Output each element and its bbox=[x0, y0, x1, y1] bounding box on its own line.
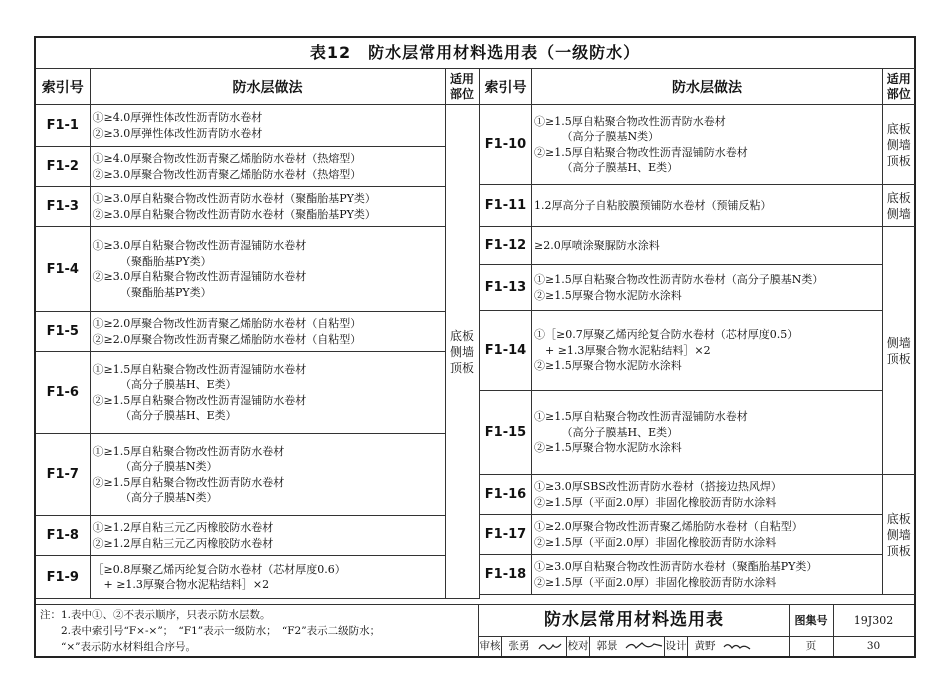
row-method: ①≥2.0厚聚合物改性沥青聚乙烯胎防水卷材（自粘型） ②≥1.5厚（平面2.0厚）非固化橡胶沥青防水涂料 bbox=[532, 515, 883, 555]
title-block bbox=[479, 604, 914, 657]
atlas-label: 图集号 bbox=[789, 605, 834, 637]
table-title: 表12 防水层常用材料选用表（一级防水） bbox=[36, 38, 914, 69]
row-index: F1-9 bbox=[36, 556, 90, 599]
table-row bbox=[36, 556, 479, 599]
reviewer-name: 张勇 bbox=[508, 640, 530, 652]
row-index: F1-17 bbox=[480, 515, 532, 555]
table-row bbox=[480, 311, 915, 391]
row-method: ①［≥0.7厚聚乙烯丙纶复合防水卷材（芯材厚度0.5） + ≥1.3厚聚合物水泥粘结料］×2 ②≥1.5厚聚合物水泥防水涂料 bbox=[532, 311, 883, 391]
table-row bbox=[480, 185, 915, 227]
row-method: ①≥1.2厚自粘三元乙丙橡胶防水卷材 ②≥1.2厚自粘三元乙丙橡胶防水卷材 bbox=[90, 516, 445, 556]
review-label: 审核 bbox=[479, 636, 502, 656]
table-row bbox=[36, 187, 479, 227]
left-table bbox=[36, 68, 480, 599]
row-index: F1-4 bbox=[36, 227, 90, 312]
row-index: F1-6 bbox=[36, 352, 90, 434]
table-row bbox=[36, 227, 479, 312]
table-row bbox=[36, 434, 479, 516]
drawing-sheet bbox=[34, 36, 916, 658]
row-method: ①≥4.0厚聚合物改性沥青聚乙烯胎防水卷材（热熔型） ②≥3.0厚聚合物改性沥青聚乙烯胎防水卷材（热熔型） bbox=[90, 147, 445, 187]
header-location: 适用 部位 bbox=[883, 69, 915, 105]
table-row bbox=[480, 391, 915, 475]
row-location: 底板 侧墙 顶板 bbox=[883, 475, 915, 595]
row-index: F1-11 bbox=[480, 185, 532, 227]
table-row bbox=[36, 312, 479, 352]
signature-row bbox=[479, 636, 790, 656]
page-number: 30 bbox=[866, 640, 881, 652]
row-index: F1-1 bbox=[36, 105, 90, 147]
row-location: 底板 侧墙 顶板 bbox=[445, 105, 479, 599]
row-index: F1-3 bbox=[36, 187, 90, 227]
table-row bbox=[36, 147, 479, 187]
row-method: ①≥1.5厚自粘聚合物改性沥青湿铺防水卷材 （高分子膜基H、E类） ②≥1.5厚自粘聚合物改性沥青湿铺防水卷材 （高分子膜基H、E类） bbox=[90, 352, 445, 434]
header-method: 防水层做法 bbox=[90, 69, 445, 105]
row-method: ①≥3.0厚自粘聚合物改性沥青防水卷材（聚酯胎基PY类） ②≥3.0厚自粘聚合物改性沥青防水卷材（聚酯胎基PY类） bbox=[90, 187, 445, 227]
page-label: 页 bbox=[789, 636, 834, 656]
row-method: ①≥1.5厚自粘聚合物改性沥青防水卷材 （高分子膜基N类） ②≥1.5厚自粘聚合物改性沥青湿铺防水卷材 （高分子膜基H、E类） bbox=[532, 105, 883, 185]
row-index: F1-7 bbox=[36, 434, 90, 516]
row-index: F1-15 bbox=[480, 391, 532, 475]
row-method: ①≥3.0厚自粘聚合物改性沥青防水卷材（聚酯胎基PY类） ②≥1.5厚（平面2.0厚）非固化橡胶沥青防水涂料 bbox=[532, 555, 883, 595]
table-row bbox=[480, 265, 915, 311]
right-table bbox=[479, 68, 915, 595]
row-method: ≥2.0厚喷涂聚脲防水涂料 bbox=[532, 227, 883, 265]
atlas-number: 19J302 bbox=[833, 605, 914, 637]
design-label: 设计 bbox=[664, 636, 688, 656]
row-index: F1-16 bbox=[480, 475, 532, 515]
row-method: ［≥0.8厚聚乙烯丙纶复合防水卷材（芯材厚度0.6） + ≥1.3厚聚合物水泥粘结料］×2 bbox=[90, 556, 445, 599]
designer-signature-icon bbox=[722, 640, 752, 652]
table-row bbox=[36, 352, 479, 434]
table-row bbox=[36, 516, 479, 556]
row-method: 1.2厚高分子自粘胶膜预铺防水卷材（预铺反粘） bbox=[532, 185, 883, 227]
row-location: 底板 侧墙 顶板 bbox=[883, 105, 915, 185]
row-index: F1-13 bbox=[480, 265, 532, 311]
check-label: 校对 bbox=[566, 636, 590, 656]
row-index: F1-12 bbox=[480, 227, 532, 265]
row-method: ①≥3.0厚SBS改性沥青防水卷材（搭接边热风焊） ②≥1.5厚（平面2.0厚）非固化橡胶沥青防水涂料 bbox=[532, 475, 883, 515]
header-index: 索引号 bbox=[36, 69, 90, 105]
row-method: ①≥3.0厚自粘聚合物改性沥青湿铺防水卷材 （聚酯胎基PY类） ②≥3.0厚自粘聚合物改性沥青湿铺防水卷材 （聚酯胎基PY类） bbox=[90, 227, 445, 312]
header-index: 索引号 bbox=[480, 69, 532, 105]
designer-name: 黄野 bbox=[694, 640, 716, 652]
table-row bbox=[480, 105, 915, 185]
checker-signature-icon bbox=[624, 640, 664, 652]
table-row bbox=[480, 515, 915, 555]
row-method: ①≥1.5厚自粘聚合物改性沥青防水卷材（高分子膜基N类） ②≥1.5厚聚合物水泥防水涂料 bbox=[532, 265, 883, 311]
row-index: F1-8 bbox=[36, 516, 90, 556]
table-row bbox=[480, 227, 915, 265]
row-method: ①≥1.5厚自粘聚合物改性沥青湿铺防水卷材 （高分子膜基H、E类） ②≥1.5厚聚合物水泥防水涂料 bbox=[532, 391, 883, 475]
header-row bbox=[480, 69, 915, 105]
table-row bbox=[36, 105, 479, 147]
row-index: F1-10 bbox=[480, 105, 532, 185]
row-method: ①≥2.0厚聚合物改性沥青聚乙烯胎防水卷材（自粘型） ②≥2.0厚聚合物改性沥青聚乙烯胎防水卷材（自粘型） bbox=[90, 312, 445, 352]
row-method: ①≥4.0厚弹性体改性沥青防水卷材 ②≥3.0厚弹性体改性沥青防水卷材 bbox=[90, 105, 445, 147]
notes: 注：1.表中①、②不表示顺序，只表示防水层数。 2.表中索引号“F×-×”； “F1”表示一级防水； “F2”表示二级防水； “×”表示防水材料组合序号。 bbox=[36, 604, 479, 657]
table-row bbox=[480, 475, 915, 515]
header-method: 防水层做法 bbox=[532, 69, 883, 105]
row-location: 侧墙 顶板 bbox=[883, 227, 915, 475]
table-row bbox=[480, 555, 915, 595]
row-index: F1-2 bbox=[36, 147, 90, 187]
row-index: F1-5 bbox=[36, 312, 90, 352]
header-row bbox=[36, 69, 479, 105]
reviewer-signature-icon bbox=[536, 640, 566, 652]
row-index: F1-18 bbox=[480, 555, 532, 595]
row-method: ①≥1.5厚自粘聚合物改性沥青防水卷材 （高分子膜基N类） ②≥1.5厚自粘聚合物改性沥青防水卷材 （高分子膜基N类） bbox=[90, 434, 445, 516]
row-index: F1-14 bbox=[480, 311, 532, 391]
header-location: 适用 部位 bbox=[445, 69, 479, 105]
row-location: 底板 侧墙 bbox=[883, 185, 915, 227]
drawing-title: 防水层常用材料选用表 bbox=[479, 605, 790, 637]
checker-name: 郭景 bbox=[596, 640, 618, 652]
